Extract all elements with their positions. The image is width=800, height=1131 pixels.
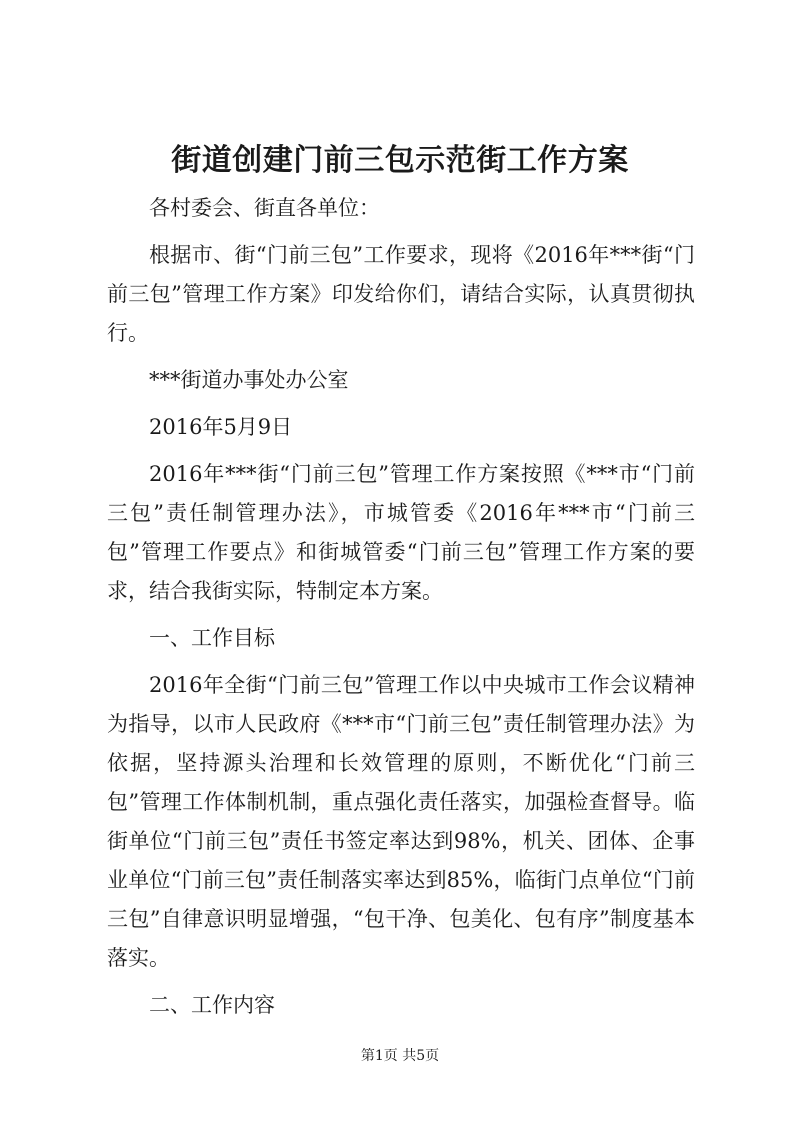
page-number: 第1页 共5页 [360, 1048, 440, 1064]
intro-paragraph: 2016年***街“门前三包”管理工作方案按照《***市“门前三包”责任制管理办法》，市城管委《2016年***市“门前三包”管理工作要点》和街城管委“门前三包”管理工作方案的要求，结合我街实际，特制定本方案。 [107, 462, 695, 603]
document-body [107, 189, 695, 1025]
date: 2016年5月9日 [149, 415, 293, 439]
goals-paragraph: 2016年全街“门前三包”管理工作以中央城市工作会议精神为指导，以市人民政府《***市“门前三包”责任制管理办法》为依据，坚持源头治理和长效管理的原则，不断优化“门前三包”管理工作体制机制，重点强化责任落实，加强检查督导。临街单位“门前三包”责任书签定率达到98%，机关、团体、企事业单位“门前三包”责任制落实率达到85%，临街门点单位“门前三包”自律意识明显增强，“包干净、包美化、包有序”制度基本落实。 [107, 673, 695, 970]
notice-paragraph: 根据市、街“门前三包”工作要求，现将《2016年***街“门前三包”管理工作方案》印发给你们，请结合实际，认真贯彻执行。 [107, 243, 695, 345]
section-heading-content: 二、工作内容 [149, 993, 275, 1017]
section-heading-goals: 一、工作目标 [149, 626, 275, 650]
signature: ***街道办事处办公室 [149, 368, 349, 392]
document-title: 街道创建门前三包示范街工作方案 [171, 143, 629, 178]
salutation: 各村委会、街直各单位： [149, 196, 380, 220]
